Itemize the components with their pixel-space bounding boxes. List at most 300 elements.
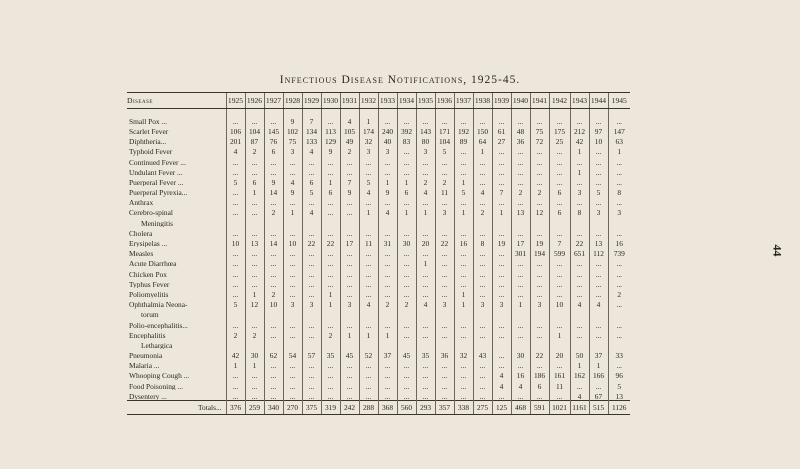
table-row: [127, 329, 630, 339]
table-cell: 9: [283, 186, 302, 196]
table-cell: ...: [454, 278, 473, 288]
table-row: [127, 197, 630, 207]
table-cell: 31: [378, 237, 397, 247]
table-cell: ...: [473, 329, 492, 339]
table-cell: ...: [226, 115, 245, 125]
table-cell: ...: [264, 360, 283, 370]
table-row: [127, 186, 630, 196]
table-cell: ...: [397, 360, 416, 370]
table-cell: ...: [530, 156, 549, 166]
table-cell: [264, 309, 283, 319]
table-cell: [435, 309, 454, 319]
table-cell: ...: [492, 197, 511, 207]
totals-cell: 591: [530, 401, 549, 415]
table-cell: [549, 309, 570, 319]
table-cell: [321, 309, 340, 319]
table-cell: 30: [397, 237, 416, 247]
table-cell: 8: [608, 186, 630, 196]
table-cell: ...: [454, 360, 473, 370]
table-cell: ...: [492, 146, 511, 156]
table-cell: 161: [549, 370, 570, 380]
table-cell: ...: [530, 278, 549, 288]
table-cell: ...: [378, 278, 397, 288]
table-cell: 9: [283, 115, 302, 125]
table-cell: 4: [492, 370, 511, 380]
table-cell: 9: [378, 186, 397, 196]
table-cell: 12: [530, 207, 549, 217]
table-cell: ...: [570, 319, 589, 329]
table-cell: [340, 217, 359, 227]
table-cell: 192: [454, 125, 473, 135]
table-cell: ...: [397, 370, 416, 380]
table-cell: ...: [435, 329, 454, 339]
table-cell: 4: [473, 186, 492, 196]
table-cell: ...: [226, 186, 245, 196]
table-cell: 1: [570, 146, 589, 156]
table-cell: ...: [473, 166, 492, 176]
table-cell: ...: [435, 197, 454, 207]
column-header-year: 1937: [454, 93, 473, 109]
table-cell: 1: [321, 176, 340, 186]
table-cell: 30: [511, 349, 530, 359]
table-cell: ...: [530, 258, 549, 268]
column-header-year: 1944: [589, 93, 608, 109]
table-cell: [570, 217, 589, 227]
table-cell: ...: [302, 278, 321, 288]
table-cell: 17: [511, 237, 530, 247]
table-cell: ...: [492, 156, 511, 166]
table-cell: 36: [435, 349, 454, 359]
disease-label: Typhoid Fever: [129, 147, 173, 156]
table-row: [127, 370, 630, 380]
table-cell: ...: [492, 329, 511, 339]
table-cell: ...: [589, 197, 608, 207]
table-cell: ...: [226, 390, 245, 401]
table-cell: ...: [397, 390, 416, 401]
table-cell: 5: [608, 380, 630, 390]
table-cell: 14: [264, 186, 283, 196]
table-cell: ...: [589, 278, 608, 288]
table-cell: ...: [359, 268, 378, 278]
table-cell: ...: [416, 329, 435, 339]
table-cell: ...: [473, 115, 492, 125]
table-cell: ...: [397, 146, 416, 156]
table-cell: ...: [435, 247, 454, 257]
disease-label: Typhus Fever: [129, 279, 170, 289]
table-cell: ...: [378, 197, 397, 207]
disease-label: Chicken Pox: [129, 269, 167, 278]
totals-cell: 357: [435, 401, 454, 415]
table-cell: 739: [608, 247, 630, 257]
table-cell: 89: [454, 135, 473, 145]
table-row: [127, 247, 630, 257]
table-cell: ...: [359, 156, 378, 166]
table-cell: 3: [340, 298, 359, 308]
table-cell: ...: [283, 329, 302, 339]
table-cell: 1: [226, 360, 245, 370]
table-cell: 105: [340, 125, 359, 135]
table-cell: [283, 309, 302, 319]
table-cell: ...: [283, 370, 302, 380]
table-cell: 5: [589, 186, 608, 196]
table-cell: [359, 309, 378, 319]
table-cell: 1: [416, 258, 435, 268]
table-cell: ...: [570, 176, 589, 186]
table-cell: ...: [454, 370, 473, 380]
table-cell: ...: [226, 247, 245, 257]
table-cell: 1: [549, 329, 570, 339]
table-cell: 75: [530, 125, 549, 135]
disease-label: Undulant Fever ...: [129, 167, 183, 177]
disease-label: Dysentery ...: [129, 391, 167, 401]
table-cell: ...: [492, 268, 511, 278]
table-cell: ...: [608, 298, 630, 308]
table-cell: ...: [264, 197, 283, 207]
table-cell: 2: [321, 329, 340, 339]
table-cell: 35: [416, 349, 435, 359]
table-cell: 87: [245, 135, 264, 145]
table-cell: 9: [264, 176, 283, 186]
table-cell: 5: [302, 186, 321, 196]
table-cell: 4: [283, 176, 302, 186]
table-cell: 1: [473, 146, 492, 156]
disease-label: Malaria ...: [129, 361, 160, 370]
table-cell: 6: [321, 186, 340, 196]
table-cell: 63: [608, 135, 630, 145]
table-cell: ...: [454, 197, 473, 207]
table-cell: ...: [454, 268, 473, 278]
table-cell: 1: [416, 207, 435, 217]
column-header-year: 1928: [283, 93, 302, 109]
table-cell: ...: [570, 278, 589, 288]
table-cell: ...: [473, 390, 492, 401]
table-cell: [589, 217, 608, 227]
table-cell: 175: [549, 125, 570, 135]
table-cell: 64: [473, 135, 492, 145]
table-cell: ...: [264, 227, 283, 237]
table-cell: 12: [245, 298, 264, 308]
table-cell: 1: [340, 329, 359, 339]
table-cell: [608, 309, 630, 319]
table-cell: ...: [245, 247, 264, 257]
table-cell: [226, 309, 245, 319]
table-cell: ...: [570, 268, 589, 278]
table-cell: 5: [435, 146, 454, 156]
table-cell: ...: [245, 268, 264, 278]
table-cell: 19: [492, 237, 511, 247]
table-cell: ...: [608, 268, 630, 278]
table-cell: ...: [492, 247, 511, 257]
table-cell: ...: [245, 258, 264, 268]
totals-cell: 340: [264, 401, 283, 415]
table-cell: ...: [264, 329, 283, 339]
table-cell: ...: [473, 288, 492, 298]
table-cell: 1: [570, 166, 589, 176]
table-cell: ...: [454, 390, 473, 401]
table-body: [127, 109, 630, 415]
column-header-disease: Disease: [127, 93, 226, 109]
table-cell: ...: [435, 380, 454, 390]
table-cell: ...: [608, 278, 630, 288]
table-cell: [454, 309, 473, 319]
table-cell: 133: [302, 135, 321, 145]
table-cell: ...: [589, 288, 608, 298]
table-cell: ...: [378, 360, 397, 370]
table-cell: [530, 339, 549, 349]
table-cell: ...: [340, 258, 359, 268]
table-cell: ...: [226, 268, 245, 278]
table-cell: ...: [511, 115, 530, 125]
table-cell: [492, 217, 511, 227]
table-cell: 83: [397, 135, 416, 145]
table-cell: [511, 309, 530, 319]
table-cell: ...: [302, 360, 321, 370]
column-header-year: 1940: [511, 93, 530, 109]
table-cell: ...: [416, 288, 435, 298]
table-cell: ...: [378, 156, 397, 166]
table-cell: ...: [359, 227, 378, 237]
table-cell: ...: [283, 166, 302, 176]
table-cell: [302, 309, 321, 319]
table-cell: ...: [570, 156, 589, 166]
table-cell: ...: [283, 288, 302, 298]
table-cell: 4: [359, 186, 378, 196]
table-cell: ...: [245, 227, 264, 237]
column-header-year: 1941: [530, 93, 549, 109]
table-cell: 48: [511, 125, 530, 135]
table-cell: 6: [245, 176, 264, 186]
table-cell: ...: [378, 380, 397, 390]
table-cell: ...: [511, 166, 530, 176]
table-cell: ...: [589, 166, 608, 176]
table-cell: ...: [473, 156, 492, 166]
table-cell: [608, 339, 630, 349]
table-cell: ...: [397, 197, 416, 207]
table-row: [127, 360, 630, 370]
table-cell: 2: [245, 329, 264, 339]
table-cell: ...: [570, 115, 589, 125]
table-cell: 3: [608, 207, 630, 217]
table-cell: ...: [589, 319, 608, 329]
table-cell: ...: [340, 268, 359, 278]
table-cell: 10: [226, 237, 245, 247]
table-cell: ...: [435, 360, 454, 370]
table-cell: 35: [321, 349, 340, 359]
table-cell: ...: [492, 319, 511, 329]
table-cell: ...: [549, 146, 570, 156]
table-cell: ...: [302, 156, 321, 166]
table-cell: ...: [549, 258, 570, 268]
table-row: [127, 166, 630, 176]
table-cell: 2: [511, 186, 530, 196]
table-cell: ...: [473, 278, 492, 288]
table-cell: ...: [589, 329, 608, 339]
table-cell: 4: [492, 380, 511, 390]
table-cell: ...: [608, 360, 630, 370]
table-row: [127, 156, 630, 166]
table-cell: [454, 217, 473, 227]
table-cell: 57: [302, 349, 321, 359]
table-cell: ...: [530, 329, 549, 339]
table-cell: 1: [608, 146, 630, 156]
table-cell: 4: [302, 146, 321, 156]
table-cell: ...: [454, 380, 473, 390]
table-cell: ...: [549, 278, 570, 288]
table-cell: ...: [511, 258, 530, 268]
disease-label: Measles: [129, 249, 154, 258]
table-cell: 112: [589, 247, 608, 257]
table-cell: 43: [473, 349, 492, 359]
table-cell: 9: [340, 186, 359, 196]
table-cell: ...: [435, 278, 454, 288]
notifications-table: [127, 92, 630, 415]
table-cell: ...: [549, 288, 570, 298]
table-cell: 97: [589, 125, 608, 135]
table-cell: 10: [283, 237, 302, 247]
table-cell: 3: [435, 298, 454, 308]
table-cell: 3: [283, 146, 302, 156]
table-row: [127, 380, 630, 390]
table-cell: ...: [511, 268, 530, 278]
table-cell: ...: [397, 166, 416, 176]
table-cell: [264, 217, 283, 227]
table-cell: 22: [530, 349, 549, 359]
table-row: [127, 278, 630, 288]
table-cell: 75: [283, 135, 302, 145]
table-cell: ...: [283, 227, 302, 237]
table-cell: ...: [226, 197, 245, 207]
table-cell: ...: [264, 247, 283, 257]
table-cell: ...: [264, 370, 283, 380]
disease-label: Cholera: [129, 228, 153, 238]
table-cell: ...: [302, 268, 321, 278]
table-cell: 3: [378, 146, 397, 156]
table-row: [127, 217, 630, 227]
table-cell: ...: [302, 390, 321, 401]
table-cell: 186: [530, 370, 549, 380]
table-cell: 25: [549, 135, 570, 145]
table-cell: ...: [435, 227, 454, 237]
table-cell: ...: [608, 176, 630, 186]
table-cell: [321, 217, 340, 227]
table-cell: ...: [416, 247, 435, 257]
table-cell: 194: [530, 247, 549, 257]
disease-label: Continued Fever ...: [129, 157, 186, 166]
table-cell: ...: [473, 360, 492, 370]
table-cell: ...: [264, 278, 283, 288]
table-cell: ...: [321, 360, 340, 370]
table-cell: 2: [340, 146, 359, 156]
table-cell: ...: [264, 258, 283, 268]
table-cell: ...: [302, 247, 321, 257]
table-cell: ...: [492, 176, 511, 186]
table-cell: ...: [570, 227, 589, 237]
table-cell: [530, 217, 549, 227]
totals-cell: 375: [302, 401, 321, 415]
table-cell: ...: [530, 288, 549, 298]
table-cell: [378, 309, 397, 319]
table-cell: ...: [473, 176, 492, 186]
column-header-year: 1943: [570, 93, 589, 109]
table-cell: ...: [473, 197, 492, 207]
totals-cell: 293: [416, 401, 435, 415]
table-row: [127, 135, 630, 145]
table-cell: [589, 309, 608, 319]
table-cell: ...: [549, 390, 570, 401]
table-cell: 16: [608, 237, 630, 247]
table-cell: 30: [245, 349, 264, 359]
table-cell: [359, 339, 378, 349]
table-cell: 392: [397, 125, 416, 135]
table-cell: 1: [570, 360, 589, 370]
table-cell: ...: [397, 380, 416, 390]
disease-label: Encephalitis: [129, 330, 166, 340]
table-cell: 96: [608, 370, 630, 380]
table-cell: 2: [416, 176, 435, 186]
table-cell: 11: [359, 237, 378, 247]
totals-cell: 376: [226, 401, 245, 415]
table-cell: ...: [321, 115, 340, 125]
table-cell: 11: [435, 186, 454, 196]
table-cell: ...: [226, 227, 245, 237]
table-cell: ...: [264, 166, 283, 176]
table-cell: ...: [340, 288, 359, 298]
table-cell: 6: [549, 207, 570, 217]
table-cell: ...: [378, 268, 397, 278]
table-cell: ...: [397, 319, 416, 329]
table-cell: 3: [530, 298, 549, 308]
table-cell: ...: [321, 390, 340, 401]
table-cell: [530, 309, 549, 319]
table-cell: ...: [283, 390, 302, 401]
table-cell: 1: [359, 329, 378, 339]
table-cell: 72: [530, 135, 549, 145]
table-cell: ...: [530, 146, 549, 156]
table-cell: ...: [302, 258, 321, 268]
table-cell: 10: [549, 298, 570, 308]
table-cell: [226, 339, 245, 349]
table-cell: ...: [416, 166, 435, 176]
table-cell: 143: [416, 125, 435, 135]
table-cell: ...: [511, 197, 530, 207]
table-cell: 212: [570, 125, 589, 135]
table-cell: 166: [589, 370, 608, 380]
table-cell: [473, 339, 492, 349]
table-cell: ...: [492, 349, 511, 359]
table-cell: ...: [608, 319, 630, 329]
table-cell: 113: [321, 125, 340, 135]
table-cell: ...: [397, 258, 416, 268]
column-header-year: 1930: [321, 93, 340, 109]
table-cell: ...: [511, 360, 530, 370]
table-cell: ...: [530, 390, 549, 401]
table-cell: 162: [570, 370, 589, 380]
table-cell: ...: [302, 288, 321, 298]
table-cell: ...: [492, 258, 511, 268]
table-cell: 3: [283, 298, 302, 308]
table-cell: ...: [416, 115, 435, 125]
table-cell: ...: [226, 207, 245, 217]
table-cell: 1: [378, 329, 397, 339]
table-cell: ...: [245, 156, 264, 166]
table-cell: [378, 339, 397, 349]
table-cell: [378, 217, 397, 227]
table-cell: 13: [608, 390, 630, 401]
disease-label: Puerperal Pyrexia...: [129, 188, 188, 197]
table-cell: ...: [321, 247, 340, 257]
table-cell: ...: [397, 227, 416, 237]
table-cell: 4: [378, 207, 397, 217]
